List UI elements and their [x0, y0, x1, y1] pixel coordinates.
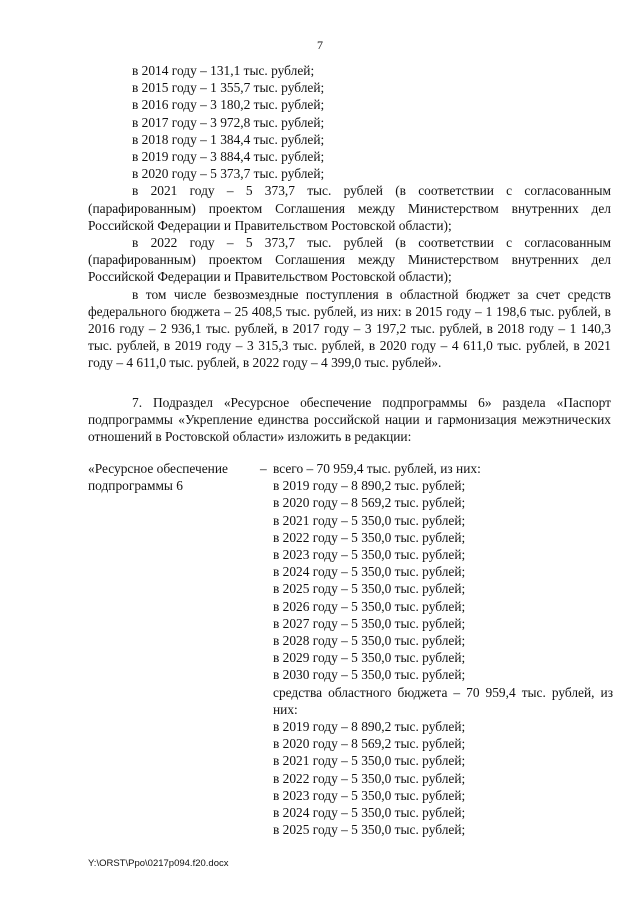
resource-dash: – [260, 461, 267, 476]
funding-year-list [88, 62, 611, 182]
regional-year-line: в 2021 году – 5 350,0 тыс. рублей; [273, 753, 466, 769]
resource-year-line: в 2027 году – 5 350,0 тыс. рублей; [273, 615, 466, 631]
regional-year-line: в 2023 году – 5 350,0 тыс. рублей; [273, 787, 466, 803]
paragraph-2022: в 2022 году – 5 373,7 тыс. рублей (в соответствии с согласованным (парафированным) проектом Соглашения между Министерством внутренних дел Российской Федерации и Правительством Ростовской области); [88, 235, 611, 285]
funding-year-line: в 2014 году – 131,1 тыс. рублей; [132, 63, 315, 78]
resource-year-line: в 2021 году – 5 350,0 тыс. рублей; [273, 512, 466, 528]
resource-year-line: в 2025 году – 5 350,0 тыс. рублей; [273, 581, 466, 597]
resource-year-line: в 2022 году – 5 350,0 тыс. рублей; [273, 529, 466, 545]
regional-budget-line: средства областного бюджета – 70 959,4 тыс. рублей, из них: [273, 684, 613, 717]
funding-year-line: в 2015 году – 1 355,7 тыс. рублей; [132, 80, 325, 96]
footer-file-path: Y:\ORST\Ppo\0217p094.f20.docx [88, 858, 229, 869]
resource-label [88, 460, 268, 494]
funding-year-line: в 2018 году – 1 384,4 тыс. рублей; [132, 131, 325, 147]
paragraph-2021: в 2021 году – 5 373,7 тыс. рублей (в соответствии с согласованным (парафированным) проектом Соглашения между Министерством внутренних дел Российской Федерации и Правительством Ростовской области); [88, 183, 611, 233]
resource-year-line: в 2023 году – 5 350,0 тыс. рублей; [273, 547, 466, 563]
regional-year-line: в 2024 году – 5 350,0 тыс. рублей; [273, 805, 466, 821]
funding-year-line: в 2017 году – 3 972,8 тыс. рублей; [132, 114, 325, 130]
funding-year-line: в 2016 году – 3 180,2 тыс. рублей; [132, 97, 325, 113]
page-number: 7 [317, 38, 323, 52]
regional-year-line: в 2025 году – 5 350,0 тыс. рублей; [273, 822, 466, 838]
paragraph-federal-funds: в том числе безвозмездные поступления в областной бюджет за счет средств федерального бюджета – 25 408,5 тыс. рублей, из них: в 2015 году – 1 198,6 тыс. рублей, в 2016 году – 2 936,1 тыс. рублей, в 2017 году – 3 197,2 тыс. рублей, в 2018 году – 1 140,3 тыс. рублей, в 2019 году – 3 315,3 тыс. рублей, в 2020 году – 4 611,0 тыс. рублей, в 2021 году – 4 611,0 тыс. рублей, в 2022 году – 4 399,0 тыс. рублей». [88, 286, 611, 371]
resource-total: всего – 70 959,4 тыс. рублей, из них: [273, 461, 481, 476]
funding-year-line: в 2019 году – 3 884,4 тыс. рублей; [132, 149, 325, 165]
section-7-paragraph: 7. Подраздел «Ресурсное обеспечение подпрограммы 6» раздела «Паспорт подпрограммы «Укрепление единства российской нации и гармонизация межэтнических отношений в Ростовской области» изложить в редакции: [88, 395, 611, 445]
resource-year-line: в 2029 году – 5 350,0 тыс. рублей; [273, 650, 466, 666]
resource-year-line: в 2024 году – 5 350,0 тыс. рублей; [273, 564, 466, 580]
section-7 [88, 394, 611, 446]
resource-values [260, 460, 613, 838]
regional-year-line: в 2022 году – 5 350,0 тыс. рублей; [273, 770, 466, 786]
funding-year-line: в 2020 году – 5 373,7 тыс. рублей; [132, 166, 325, 182]
resource-year-line: в 2028 году – 5 350,0 тыс. рублей; [273, 633, 466, 649]
resource-year-line: в 2020 году – 8 569,2 тыс. рублей; [273, 495, 466, 511]
resource-year-line: в 2030 году – 5 350,0 тыс. рублей; [273, 667, 466, 683]
resource-label-text: «Ресурсное обеспечение подпрограммы 6 [88, 461, 228, 494]
funding-section [88, 62, 611, 372]
regional-year-line: в 2020 году – 8 569,2 тыс. рублей; [273, 736, 466, 752]
regional-year-line: в 2019 году – 8 890,2 тыс. рублей; [273, 719, 466, 735]
resource-year-line: в 2019 году – 8 890,2 тыс. рублей; [273, 478, 466, 494]
resource-year-line: в 2026 году – 5 350,0 тыс. рублей; [273, 598, 466, 614]
